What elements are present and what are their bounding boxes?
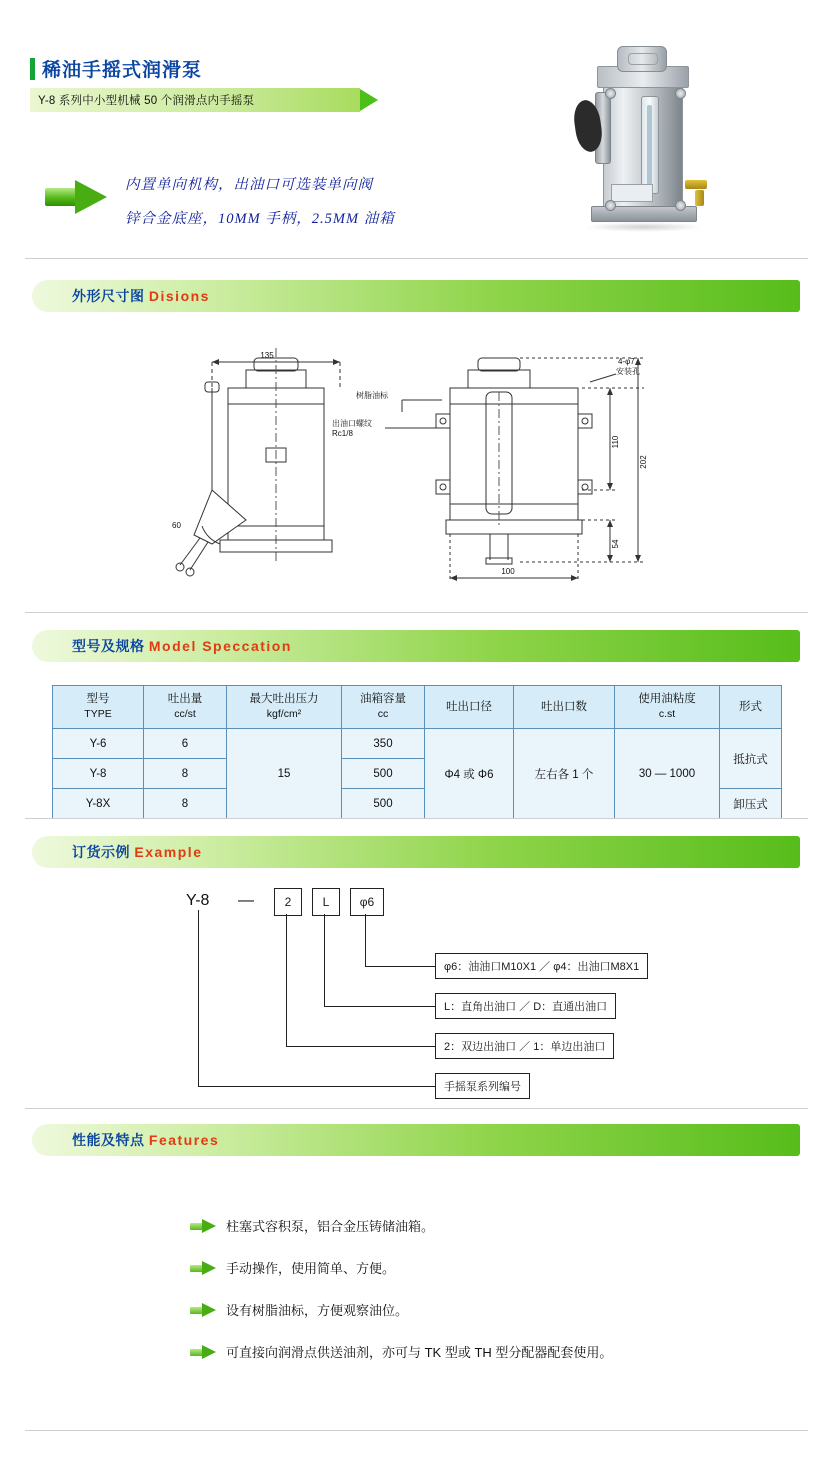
arrow-right-icon xyxy=(190,1219,216,1233)
note-holes: 4-φ7 xyxy=(618,357,635,366)
divider xyxy=(25,258,808,259)
leader-line xyxy=(286,1046,435,1047)
feature-text: 可直接向润滑点供送油剂，亦可与 TK 型或 TH 型分配器配套使用。 xyxy=(226,1345,613,1360)
section-header-dimensions xyxy=(32,280,800,312)
section-label-dimensions: 外形尺寸图 Disions xyxy=(72,288,210,304)
title-accent-bar xyxy=(30,58,35,80)
feature-text: 手动操作，使用简单、方便。 xyxy=(226,1261,396,1276)
dim-100: 100 xyxy=(501,567,515,576)
table-row xyxy=(53,729,782,759)
arrow-right-icon-large xyxy=(45,180,107,214)
feature-text: 设有树脂油标，方便观察油位。 xyxy=(226,1303,409,1318)
cell-flow: 6 xyxy=(144,729,227,759)
leader-line xyxy=(365,966,435,967)
angle-60: 60 xyxy=(172,521,181,530)
divider xyxy=(25,818,808,819)
table-header-row xyxy=(53,686,782,729)
col-viscosity: 使用油粘度 c.st xyxy=(615,686,720,729)
leader-line xyxy=(286,914,287,1046)
spec-table xyxy=(52,685,782,819)
intro-line-2: 锌合金底座，10MM 手柄，2.5MM 油箱 xyxy=(125,211,395,227)
section-header-example xyxy=(32,836,800,868)
cell-form-a: 抵抗式 xyxy=(720,729,782,789)
cell-bore: Φ4 或 Φ6 xyxy=(425,729,514,819)
arrow-right-icon xyxy=(190,1345,216,1359)
divider xyxy=(25,1430,808,1431)
col-type: 型号 TYPE xyxy=(53,686,144,729)
order-box-L: L xyxy=(312,888,340,916)
cell-flow: 8 xyxy=(144,759,227,789)
section-header-model xyxy=(32,630,800,662)
order-box-phi6: φ6 xyxy=(350,888,384,916)
col-pressure: 最大吐出压力 kgf/cm² xyxy=(227,686,342,729)
col-ports: 吐出口数 xyxy=(514,686,615,729)
note-outlet2: Rc1/8 xyxy=(332,429,353,438)
leader-line xyxy=(198,1086,435,1087)
order-code-dash: — xyxy=(238,892,254,909)
section-label-example: 订货示例 Example xyxy=(72,844,203,860)
feature-item xyxy=(190,1342,750,1361)
order-code-main: Y-8 xyxy=(186,892,210,909)
order-box-2: 2 xyxy=(274,888,302,916)
cell-flow: 8 xyxy=(144,789,227,819)
feature-item xyxy=(190,1258,750,1277)
intro-line-1: 内置单向机构，出油口可选装单向阀 xyxy=(125,177,373,193)
cell-type: Y-8X xyxy=(53,789,144,819)
ordering-example xyxy=(160,880,680,1105)
cell-tank: 500 xyxy=(342,789,425,819)
subtitle-band xyxy=(30,88,360,112)
title-row xyxy=(30,55,530,82)
dimension-drawing xyxy=(150,330,690,595)
cell-pressure: 15 xyxy=(227,729,342,819)
section-label-model: 型号及规格 Model Speccation xyxy=(72,638,292,654)
col-tank: 油箱容量 cc xyxy=(342,686,425,729)
order-desc-phi: φ6：油油口M10X1 ／ φ4：出油口M8X1 xyxy=(435,953,648,979)
note-outlet: 出油口螺纹 xyxy=(332,419,372,428)
subtitle-text: Y-8 系列中小型机械 50 个润滑点内手摇泵 xyxy=(38,95,255,107)
cell-type: Y-8 xyxy=(53,759,144,789)
cell-form-b: 卸压式 xyxy=(720,789,782,819)
cell-tank: 500 xyxy=(342,759,425,789)
divider xyxy=(25,612,808,613)
section-header-features xyxy=(32,1124,800,1156)
oil-level-window xyxy=(641,96,659,194)
arrow-right-icon xyxy=(190,1261,216,1275)
arrow-right-icon xyxy=(360,89,378,111)
cell-viscosity: 30 — 1000 xyxy=(615,729,720,819)
dim-110: 110 xyxy=(611,435,620,449)
order-desc-2: 2：双边出油口 ／ 1：单边出油口 xyxy=(435,1033,614,1059)
cell-type: Y-6 xyxy=(53,729,144,759)
note-resin: 树脂油标 xyxy=(356,391,388,400)
cell-ports: 左右各 1 个 xyxy=(514,729,615,819)
note-holes2: 安装孔 xyxy=(616,367,640,376)
feature-text: 柱塞式容积泵，铝合金压铸储油箱。 xyxy=(226,1219,435,1234)
feature-item xyxy=(190,1300,750,1319)
col-flow: 吐出量 cc/st xyxy=(144,686,227,729)
product-photo xyxy=(545,40,760,255)
leader-line xyxy=(198,910,199,1086)
dim-54: 54 xyxy=(611,539,620,549)
intro-text xyxy=(125,168,545,236)
feature-item xyxy=(190,1216,750,1235)
arrow-right-icon xyxy=(190,1303,216,1317)
dim-135: 135 xyxy=(260,351,274,360)
leader-line xyxy=(324,914,325,1006)
page-header xyxy=(30,55,530,112)
section-label-features: 性能及特点 Features xyxy=(72,1132,220,1148)
col-bore: 吐出口径 xyxy=(425,686,514,729)
cell-tank: 350 xyxy=(342,729,425,759)
leader-line xyxy=(324,1006,435,1007)
leader-line xyxy=(365,914,366,966)
page-title: 稀油手摇式润滑泵 xyxy=(42,60,203,81)
filler-cap xyxy=(617,46,667,72)
dim-202: 202 xyxy=(639,455,648,469)
order-desc-series: 手摇泵系列编号 xyxy=(435,1073,530,1099)
col-form: 形式 xyxy=(720,686,782,729)
divider xyxy=(25,1108,808,1109)
order-desc-L: L：直角出油口 ／ D：直通出油口 xyxy=(435,993,616,1019)
